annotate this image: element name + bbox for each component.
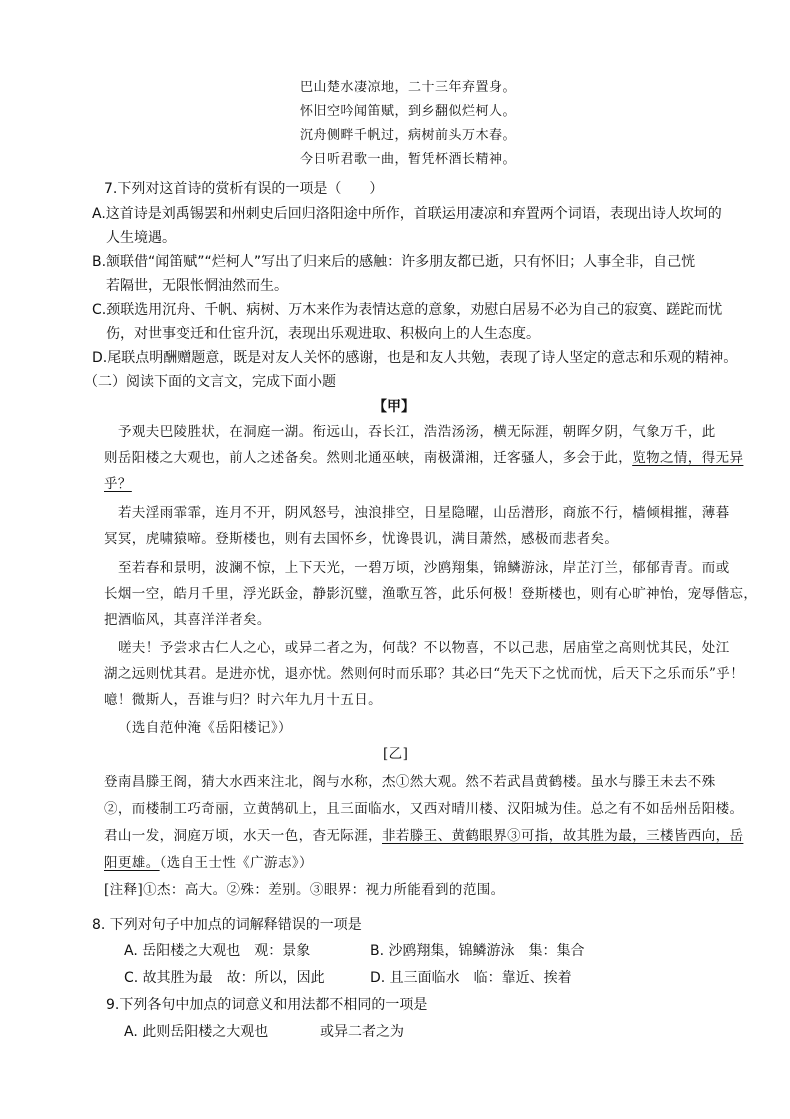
- q7-option-a-line1: A.这首诗是刘禹锡罢和州刺史后回归洛阳途中所作，首联运用凄凉和弃置两个词语，表现出诗人坎坷的: [92, 206, 722, 222]
- jia-p1-line1: 予观夫巴陵胜状，在洞庭一湖。衔远山，吞长江，浩浩汤汤，横无际涯，朝晖夕阴，气象万千，此: [118, 424, 716, 440]
- q8-option-b: B. 沙鸥翔集，锦鳞游泳 集：集合: [370, 943, 585, 959]
- yi-source: （选自王士性《广游志》）: [159, 855, 313, 871]
- poem-line-3: 沉舟侧畔千帆过，病树前头万木春。: [300, 128, 517, 143]
- jia-source: （选自范仲淹《岳阳楼记》）: [118, 720, 292, 736]
- jia-p4-line2: 湖之远则忧其君。是进亦忧，退亦忧。然则何时而乐耶？其必曰“先天下之忧而忧，后天下之乐而乐”乎！: [104, 666, 745, 682]
- q7-option-c-line1: C.颈联选用沉舟、千帆、病树、万木来作为表情达意的意象，劝慰白居易不必为自己的寂寞、蹉跎而忧: [92, 302, 723, 318]
- jia-p1-line3-underlined: 乎？: [104, 476, 132, 492]
- q8-option-c: C. 故其胜为最 故：所以，因此: [124, 970, 325, 986]
- yi-line3: [104, 824, 743, 844]
- jia-p1-line2: [104, 446, 743, 466]
- jia-p2-line1: 若夫淫雨霏霏，连月不开，阴风怒号，浊浪排空，日星隐曜，山岳潜形，商旅不行，樯倾楫摧，薄暮: [118, 505, 730, 521]
- yi-underlined-sentence: 非若滕王、黄鹤眼界③可指，故其胜为最，三楼皆西向，岳: [382, 828, 744, 844]
- poem-line-1: 巴山楚水凄凉地，二十三年弃置身。: [300, 80, 517, 95]
- q7-option-b-line1: B.颔联借“闻笛赋”“烂柯人”写出了归来后的感触：许多朋友都已逝，只有怀旧；人事全非，自己恍: [92, 254, 696, 270]
- jia-p1-underlined-sentence: 览物之情，得无异: [632, 450, 744, 466]
- q9-stem: 9.下列各句中加点的词意义和用法都不相同的一项是: [106, 997, 428, 1013]
- poem-line-2: 怀旧空吟闻笛赋，到乡翻似烂柯人。: [300, 104, 517, 119]
- q9-option-a-part2: 或异二者之为: [320, 1024, 404, 1040]
- poem-line-4: 今日听君歌一曲，暂凭杯酒长精神。: [300, 152, 517, 167]
- yi-underlined-sentence-end: 阳更雄。: [104, 855, 160, 871]
- q7-option-a-line2: 人生境遇。: [106, 230, 176, 246]
- q9-option-a-part1: A. 此则岳阳楼之大观也: [124, 1024, 269, 1040]
- jia-p3-line1: 至若春和景明，波澜不惊，上下天光，一碧万顷，沙鸥翔集，锦鳞游泳，岸芷汀兰，郁郁青青。而或: [118, 560, 730, 576]
- q7-option-c-line2: 伤，对世事变迁和仕宦升沉，表现出乐观进取、积极向上的人生态度。: [106, 326, 540, 342]
- q8-option-a: A. 岳阳楼之大观也 观：景象: [124, 943, 311, 959]
- section2-title: （二）阅读下面的文言文，完成下面小题: [84, 374, 336, 390]
- jia-p4-line1: 嗟夫！予尝求古仁人之心，或异二者之为，何哉？不以物喜，不以己悲，居庙堂之高则忧其民，处江: [118, 640, 730, 656]
- jia-p3-line3: 把酒临风，其喜洋洋者矣。: [104, 612, 271, 628]
- q7-option-b-line2: 若隔世，无限怅惘油然而生。: [106, 278, 288, 294]
- passage-jia-label: 【甲】: [373, 399, 415, 415]
- q8-option-d: D. 且三面临水 临：靠近、挨着: [370, 970, 572, 986]
- yi-line3-text: 君山一发，洞庭万顷，水天一色，杳无际涯，: [104, 828, 382, 844]
- yi-line4: [104, 851, 313, 871]
- yi-annotation: [注释]①杰：高大。②殊：差别。③眼界：视力所能看到的范围。: [104, 882, 505, 898]
- passage-yi-label: [乙]: [383, 746, 409, 762]
- jia-p1-line2-text: 则岳阳楼之大观也，前人之述备矣。然则北通巫峡，南极潇湘，迁客骚人，多会于此，: [104, 450, 633, 466]
- q7-stem: 7.下列对这首诗的赏析有误的一项是（ ）: [104, 181, 384, 197]
- jia-p3-line2: 长烟一空，皓月千里，浮光跃金，静影沉璧，渔歌互答，此乐何极！登斯楼也，则有心旷神怡，宠辱偕忘，: [104, 586, 758, 602]
- yi-line1: 登南昌滕王阁，猜大水西来注北，阁与水称，杰①然大观。然不若武昌黄鹤楼。虽水与滕王未去不殊: [104, 774, 716, 790]
- yi-line2: ②，而楼制工巧奇丽，立黄鹄矶上，且三面临水，又西对晴川楼、汉阳城为佳。总之有不如岳州岳阳楼。: [104, 801, 744, 817]
- q7-option-d: D.尾联点明酬赠题意，既是对友人关怀的感谢，也是和友人共勉，表现了诗人坚定的意志和乐观的精神。: [92, 350, 738, 366]
- q8-stem: 8. 下列对句子中加点的词解释错误的一项是: [92, 917, 362, 933]
- jia-p2-line2: 冥冥，虎啸猿啼。登斯楼也，则有去国怀乡，忧谗畏讥，满目萧然，感极而悲者矣。: [104, 531, 619, 547]
- jia-p4-line3: 噫！微斯人，吾谁与归？时六年九月十五日。: [104, 692, 382, 708]
